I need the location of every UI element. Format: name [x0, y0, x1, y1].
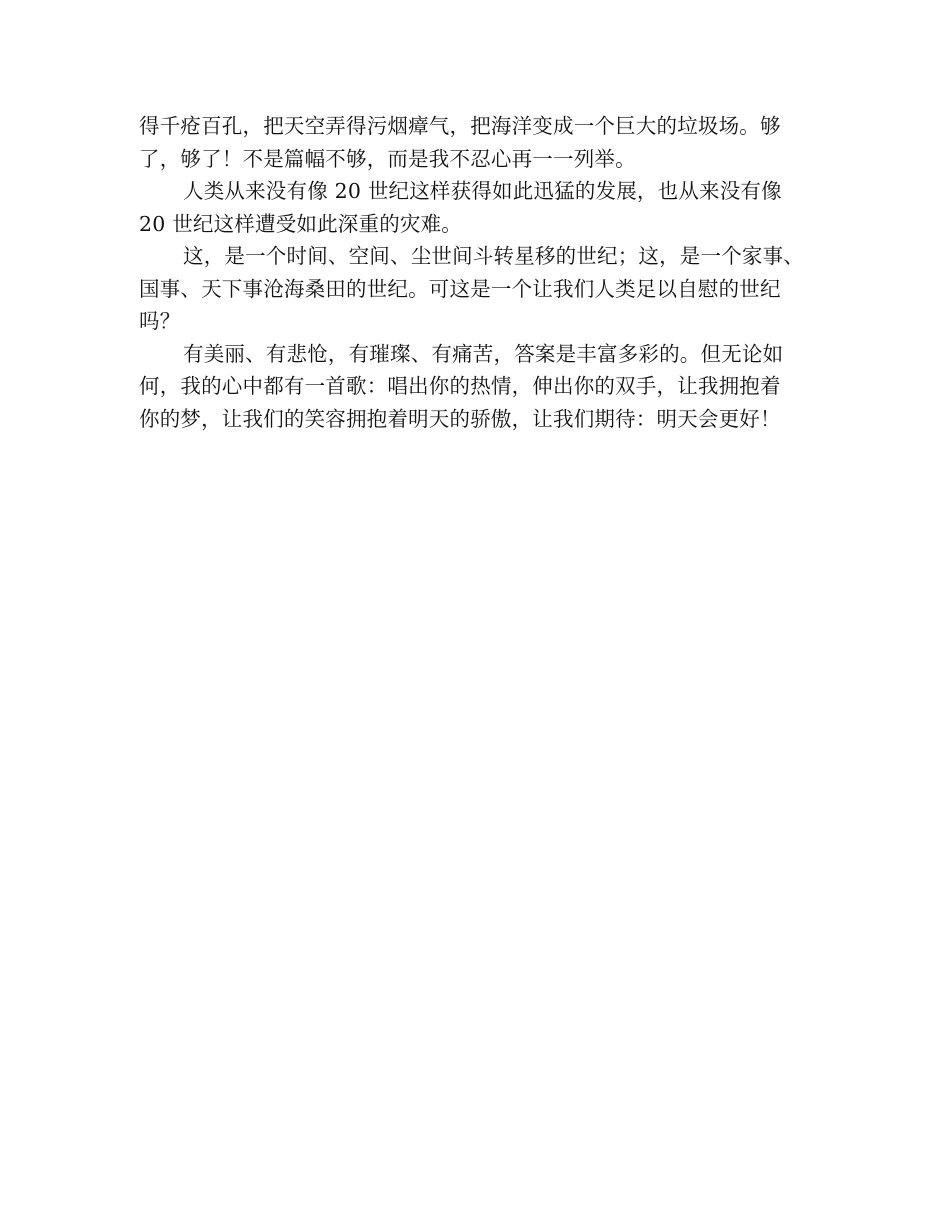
text-line-7: 吗？: [139, 309, 181, 333]
text-line-8: 有美丽、有悲怆，有璀璨、有痛苦，答案是丰富多彩的。但无论如: [183, 341, 784, 366]
text-line-3: 人类从来没有像 20 世纪这样获得如此迅猛的发展，也从来没有像: [183, 179, 782, 203]
text-line-1: 得千疮百孔，把天空弄得污烟瘴气，把海洋变成一个巨大的垃圾场。够: [139, 114, 781, 138]
text-line-10: 你的梦，让我们的笑容拥抱着明天的骄傲，让我们期待：明天会更好！: [139, 406, 781, 431]
text-line-5: 这，是一个时间、空间、尘世间斗转星移的世纪；这，是一个家事、: [183, 244, 804, 268]
text-line-6: 国事、天下事沧海桑田的世纪。可这是一个让我们人类足以自慰的世纪: [139, 276, 781, 301]
text-line-2: 了，够了！不是篇幅不够，而是我不忍心再一一列举。: [139, 146, 636, 171]
text-line-9: 何，我的心中都有一首歌：唱出你的热情，伸出你的双手，让我拥抱着: [139, 374, 781, 398]
document-body-text: [139, 110, 829, 435]
text-line-4: 20 世纪这样遭受如此深重的灾难。: [139, 211, 463, 236]
